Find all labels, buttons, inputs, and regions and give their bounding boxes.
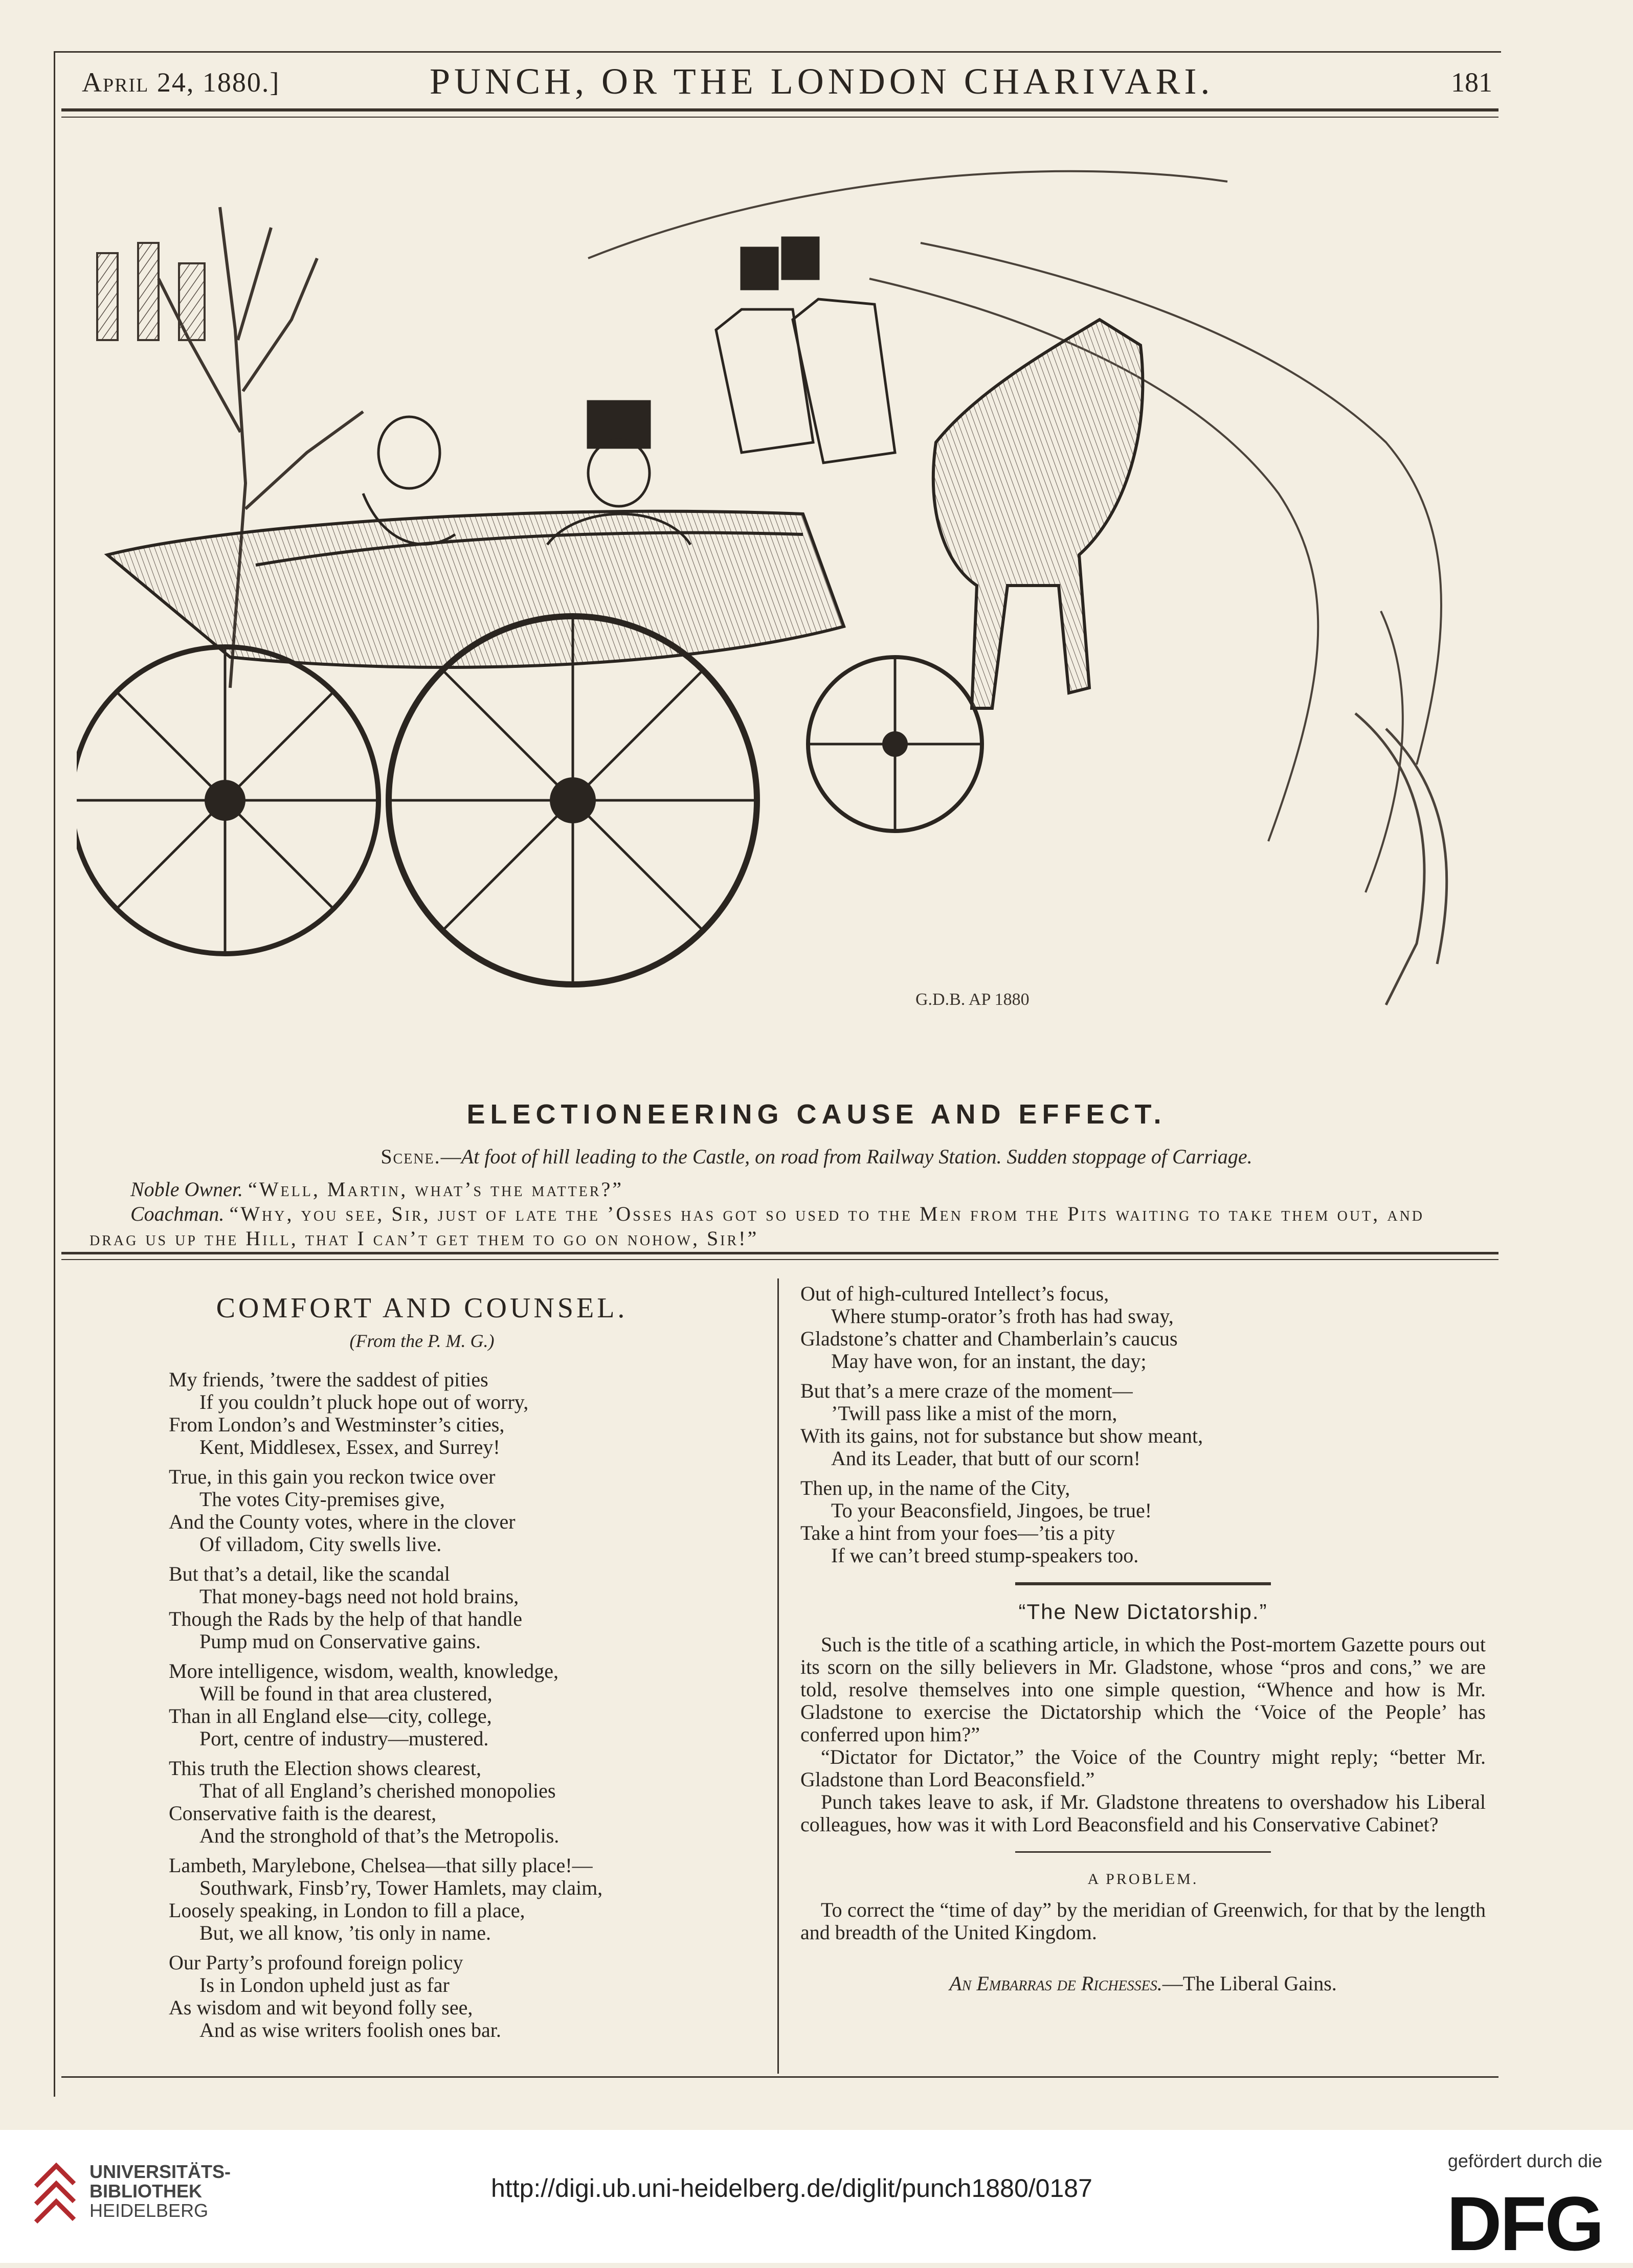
issue-date: April 24, 1880.] [82, 67, 280, 98]
poem-stanza [169, 1757, 736, 1847]
poem-stanza [800, 1477, 1486, 1567]
poem-stanza [169, 1368, 736, 1458]
poem-line: Will be found in that area clustered, [199, 1682, 493, 1705]
problem-text: To correct the “time of day” by the meridian of Greenwich, for that by the length and breadth of the United Kingdom. [800, 1898, 1486, 1944]
poem-line: Port, centre of industry—mustered. [199, 1727, 489, 1750]
poem-line: With its gains, not for substance but show meant, [800, 1424, 1203, 1447]
university-name-line-1: UNIVERSITÄTS- [90, 2161, 231, 2182]
poem-line: Kent, Middlesex, Essex, and Surrey! [199, 1435, 500, 1458]
masthead-title: PUNCH, OR THE LONDON CHARIVARI. [430, 61, 1214, 102]
poem-stanza [800, 1283, 1486, 1373]
right-column [800, 1283, 1486, 1995]
problem-rule [1015, 1851, 1271, 1853]
section-rule [1015, 1582, 1271, 1585]
caption-rule-thick [61, 1252, 1498, 1254]
coachman-speech: “Why, you see, Sir, just of late the ’Osses has got so used to the Men from the Pits waiting to take them out, and drag us up the Hill, that I can’t get them to go on nohow, Sir!” [90, 1202, 1425, 1250]
header-rule-thick [61, 108, 1498, 111]
poem-line: More intelligence, wisdom, wealth, knowledge, [169, 1659, 559, 1682]
poem-line: But that’s a mere craze of the moment— [800, 1379, 1133, 1402]
poem-stanza [169, 1854, 736, 1944]
problem-title: A PROBLEM. [1087, 1871, 1199, 1888]
dictatorship-para-1: Such is the title of a scathing article, in which the Post-mortem Gazette pours out its scorn on the silly believers in Mr. Gladstone, whose “pros and cons,” we are told, resolve themselves into one simple question, “Whence and how is Mr. Gladstone to exercise the Dictatorship which the ‘Voice of the People’ has conferred upon him?” [800, 1633, 1486, 1746]
poem-line: May have won, for an instant, the day; [831, 1350, 1147, 1373]
poem-stanza [169, 1563, 736, 1653]
cartoon-illustration [77, 125, 1478, 1082]
poem-line: And the County votes, where in the clover [169, 1510, 516, 1533]
poem-line: Where stump-orator’s froth has had sway, [831, 1305, 1174, 1328]
page-number: 181 [1451, 67, 1492, 98]
poem-line: Lambeth, Marylebone, Chelsea—that silly place!— [169, 1854, 593, 1877]
speaker-owner: Noble Owner. [130, 1178, 243, 1201]
poem-line: Gladstone’s chatter and Chamberlain’s caucus [800, 1327, 1178, 1350]
poem-line: This truth the Election shows clearest, [169, 1757, 481, 1780]
poem-stanza [169, 1951, 736, 2041]
caption-rule-thin [61, 1259, 1498, 1260]
university-name [90, 2162, 231, 2220]
owner-speech: “Well, Martin, what’s the matter?” [248, 1178, 623, 1201]
dictatorship-para-2: “Dictator for Dictator,” the Voice of the Country might reply; “better Mr. Gladstone than Lord Beaconsfield.” [800, 1745, 1486, 1791]
poem-title: COMFORT AND COUNSEL. [216, 1292, 628, 1324]
poem-line: Conservative faith is the dearest, [169, 1802, 437, 1825]
poem-line: My friends, ’twere the saddest of pities [169, 1368, 488, 1391]
poem-line: As wisdom and wit beyond folly see, [169, 1996, 473, 2019]
poem-stanza [169, 1660, 736, 1750]
scene-description: Scene.—At foot of hill leading to the Castle, on road from Railway Station. Sudden stoppage of Carriage. [381, 1145, 1252, 1168]
poem-stanzas-left [169, 1368, 736, 2041]
poem-line: That money-bags need not hold brains, [199, 1585, 519, 1608]
poem-line: Is in London upheld just as far [199, 1973, 450, 1996]
poem-line: Loosely speaking, in London to fill a place, [169, 1899, 525, 1922]
poem-subtitle: (From the P. M. G.) [349, 1331, 495, 1351]
poem-line: If we can’t breed stump-speakers too. [831, 1544, 1139, 1567]
funded-by-label: gefördert durch die [1447, 2150, 1602, 2171]
poem-line: To your Beaconsfield, Jingoes, be true! [831, 1499, 1152, 1522]
signature [915, 990, 1030, 1009]
university-name-line-2: BIBLIOTHEK [90, 2181, 202, 2202]
dialogue-line-owner [90, 1177, 1424, 1202]
poem-line: And the stronghold of that’s the Metropolis. [199, 1824, 560, 1847]
poem-line: Take a hint from your foes—’tis a pity [800, 1521, 1115, 1544]
dfg-logo: DFG [1446, 2181, 1602, 2266]
dialogue-line-coachman [90, 1202, 1424, 1251]
horse [933, 320, 1143, 708]
poem-line: Then up, in the name of the City, [800, 1476, 1070, 1499]
scene-label: Scene. [381, 1145, 441, 1168]
dictatorship-para-3: Punch takes leave to ask, if Mr. Gladstone threatens to overshadow his Liberal colleagues, how was it with Lord Beaconsfield and his Conservative Cabinet? [800, 1790, 1486, 1836]
castle-ruins [97, 243, 205, 340]
poem-line: And its Leader, that butt of our scorn! [831, 1447, 1140, 1470]
scene-text: At foot of hill leading to the Castle, on road from Railway Station. Sudden stoppage of Carriage. [461, 1145, 1252, 1168]
cartoon-title: ELECTIONEERING CAUSE AND EFFECT. [466, 1099, 1167, 1130]
poem-line: ’Twill pass like a mist of the morn, [831, 1402, 1117, 1425]
poem-line: But, we all know, ’tis only in name. [199, 1921, 491, 1944]
poem-line: But that’s a detail, like the scandal [169, 1562, 450, 1585]
poem-line: The votes City-premises give, [199, 1488, 445, 1511]
left-border-rule [54, 51, 55, 2097]
poem-line: Out of high-cultured Intellect’s focus, [800, 1282, 1109, 1305]
poem-line: If you couldn’t pluck hope out of worry, [199, 1390, 529, 1413]
footmen [716, 238, 895, 463]
poem-line: Our Party’s profound foreign policy [169, 1951, 463, 1974]
poem-stanza [169, 1466, 736, 1556]
poem-line: That of all England’s cherished monopolies [199, 1779, 556, 1802]
poem-line: True, in this gain you reckon twice over [169, 1465, 496, 1488]
poem-line: Southwark, Finsb’ry, Tower Hamlets, may claim, [199, 1876, 603, 1899]
poem-line: Than in all England else—city, college, [169, 1704, 492, 1727]
bottom-rule [61, 2076, 1498, 2078]
header-rule-thin [61, 117, 1498, 118]
poem-stanza [800, 1380, 1486, 1470]
poem-line: Pump mud on Conservative gains. [199, 1630, 481, 1653]
cartoon-dialogue [90, 1177, 1424, 1251]
permalink-url[interactable]: http://digi.ub.uni-heidelberg.de/diglit/punch1880/0187 [491, 2174, 1092, 2203]
column-divider [777, 1278, 779, 2074]
closing-note [800, 1972, 1486, 1995]
closing-text: —The Liberal Gains. [1162, 1972, 1337, 1995]
poem-stanzas-right [800, 1283, 1486, 1567]
poem-line: Though the Rads by the help of that handle [169, 1607, 522, 1630]
closing-label: An Embarras de Richesses. [949, 1972, 1162, 1995]
poem-column [169, 1292, 736, 2049]
university-logo-icon [31, 2155, 79, 2232]
speaker-coachman: Coachman. [130, 1202, 225, 1225]
poem-line: Of villadom, City swells live. [199, 1533, 442, 1556]
svg-text:G.D.B. AP 1880: G.D.B. AP 1880 [915, 990, 1030, 1009]
poem-line: From London’s and Westminster’s cities, [169, 1413, 505, 1436]
dictatorship-title: “The New Dictatorship.” [1018, 1600, 1268, 1624]
carriage [77, 511, 982, 984]
top-border-rule [54, 51, 1501, 53]
university-name-line-3: HEIDELBERG [90, 2200, 209, 2221]
poem-line: And as wise writers foolish ones bar. [199, 2018, 501, 2041]
